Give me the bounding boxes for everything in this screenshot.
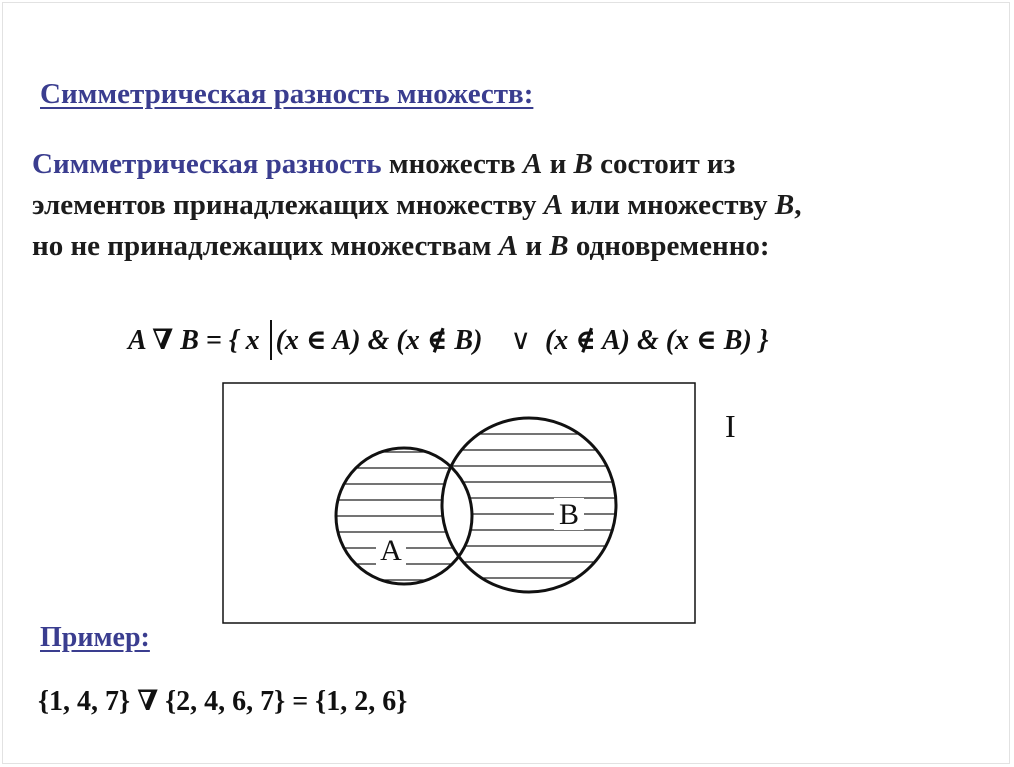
venn-diagram: [222, 380, 782, 630]
definition-text-part: состоит из: [592, 148, 736, 180]
example-equation: {1, 4, 7} ∇ {2, 4, 6, 7} = {1, 2, 6}: [38, 686, 408, 717]
definition-text-part: элементов принадлежащих множеству: [32, 189, 544, 221]
formula-part-2: (x ∉ A) & (x ∈ B) }: [544, 325, 769, 356]
definition-text-part: и: [518, 230, 550, 262]
set-builder-formula: [128, 318, 769, 362]
formula-part-1: (x ∈ A) & (x ∉ B): [275, 325, 483, 356]
set-a-var: A: [522, 148, 543, 180]
definition-line-1: [32, 144, 972, 185]
definition-line-2: [32, 185, 972, 226]
definition-text: [32, 144, 972, 267]
definition-text-part: и: [542, 148, 574, 180]
set-b-var: B: [573, 148, 593, 180]
set-b-label: B: [558, 498, 580, 531]
definition-text-part: но не принадлежащих множествам: [32, 230, 499, 262]
formula-left: A ∇ B = { x: [128, 325, 260, 356]
set-b-var: B: [549, 230, 569, 262]
set-a-var: A: [543, 189, 564, 221]
slide-heading: Симметрическая разность множеств:: [40, 78, 534, 110]
universe-label: I: [725, 408, 736, 444]
definition-text-part: ,: [794, 189, 802, 221]
example-label: Пример:: [40, 622, 150, 653]
definition-term: Симметрическая разность: [32, 148, 382, 180]
set-b-var: B: [774, 189, 795, 221]
such-that-bar: [270, 320, 272, 360]
definition-text-part: множеств: [381, 148, 523, 180]
definition-text-part: или множеству: [563, 189, 775, 221]
definition-text-part: одновременно:: [568, 230, 770, 262]
universe-rectangle: [223, 383, 695, 623]
definition-line-3: [32, 226, 972, 267]
set-a-var: A: [498, 230, 519, 262]
logical-or-symbol: ∨: [510, 325, 531, 356]
set-a-label: A: [380, 534, 402, 567]
